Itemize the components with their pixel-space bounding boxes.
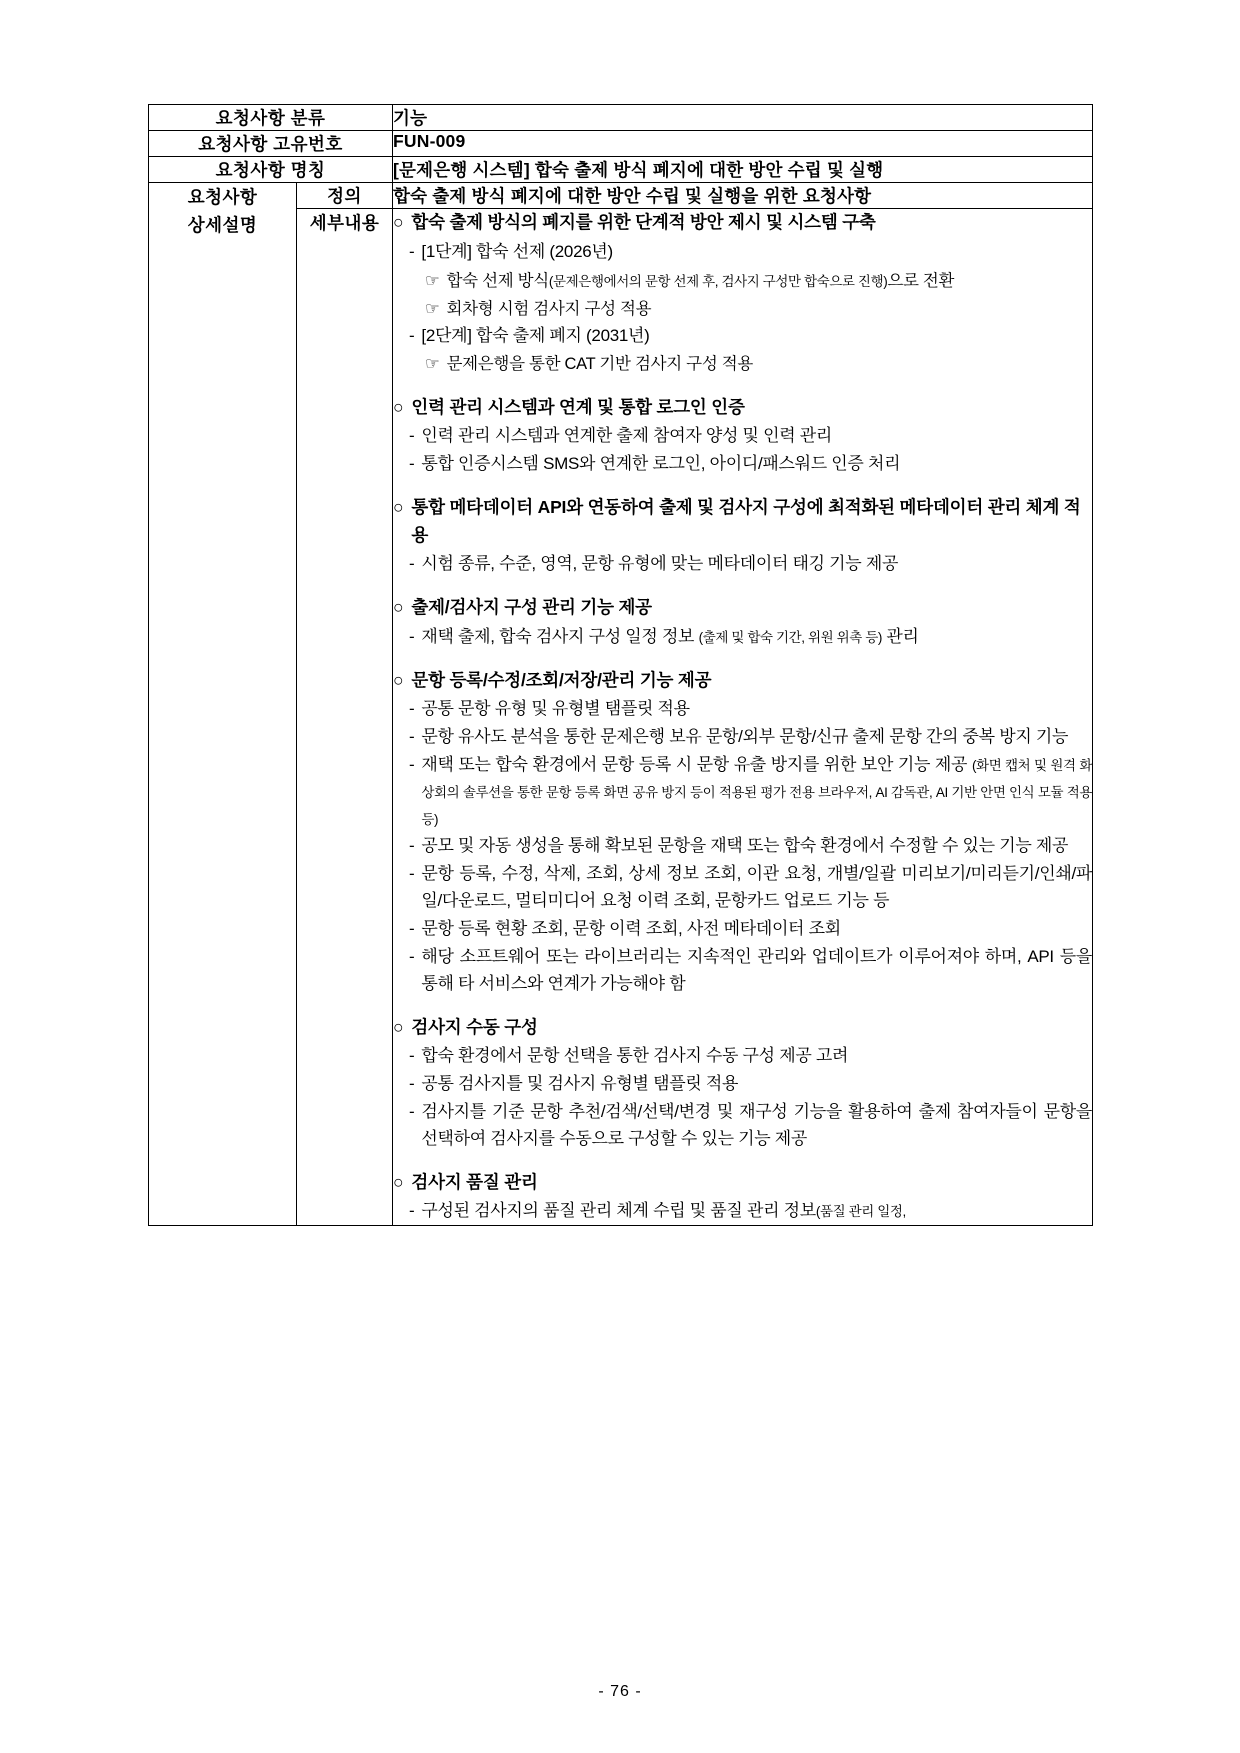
list-item [393,239,1092,266]
circle-marker-icon: ○ [393,496,404,517]
list-item-text-tail: 관리 [881,626,919,646]
requirement-detail-content [393,209,1093,1226]
requirement-table [148,104,1093,1226]
sub-list-item-text [447,351,1093,377]
list-item-text [421,752,1092,833]
list-item-text: [1단계] 합숙 선제 (2026년) [421,241,613,261]
list-item [393,916,1092,943]
sub-list-item-text-main: 문제은행을 통한 CAT 기반 검사지 구성 적용 [446,355,754,374]
row-label-detail-line2: 상세설명 [187,215,258,235]
list-item [393,944,1092,998]
requirement-group-heading [393,1169,1092,1197]
list-item-text: 문항 유사도 분석을 통한 문제은행 보유 문항/외부 문항/신규 출제 문항 간의 중복 방지 기능 [421,727,1069,747]
list-item [393,861,1092,915]
circle-marker-icon: ○ [393,597,404,618]
dash-marker-icon: - [409,325,415,345]
pointing-hand-icon: ☞ [425,355,440,374]
list-item-text: 문항 등록, 수정, 삭제, 조회, 상세 정보 조회, 이관 요청, 개별/일괄 미리보기/미리듣기/인쇄/파일/다운로드, 멀티미디어 요청 이력 조회, 문항카드 업로드 기능 등 [421,864,1093,911]
list-item-text-note: (화면 캡처 및 원격 화상회의 솔루션을 통한 문항 등록 화면 공유 방지 등이 적용된 평가 전용 브라우저, AI 감독관, AI 기반 안면 인식 모듈 적용 등) [421,757,1093,827]
list-item-text [421,624,1092,651]
circle-marker-icon: ○ [393,1171,404,1192]
dash-marker-icon: - [409,626,415,646]
dash-marker-icon: - [409,1102,415,1121]
dash-marker-icon: - [409,864,415,884]
list-item [393,323,1092,350]
requirement-group-heading [393,394,1092,422]
requirement-group-heading-text: 검사지 품질 관리 [411,1171,538,1192]
requirement-item-list [393,624,1092,651]
requirement-group [393,209,1092,378]
list-item [393,1071,1092,1098]
requirement-item-list [393,1043,1092,1152]
row-label-definition: 정의 [297,183,393,209]
circle-marker-icon: ○ [393,212,404,232]
list-item [393,724,1092,751]
list-item [393,1198,1092,1225]
requirement-group [393,494,1092,578]
row-value-id: FUN-009 [393,131,1093,157]
dash-marker-icon: - [409,454,415,474]
requirement-item-list [393,551,1092,578]
table-row [149,105,1093,131]
sub-list-item [393,268,1092,294]
requirement-group-heading-text: 문항 등록/수정/조회/저장/관리 기능 제공 [411,669,712,690]
row-label-detail [149,183,297,1226]
dash-marker-icon: - [409,554,415,574]
list-item-text: 공통 검사지틀 및 검사지 유형별 탬플릿 적용 [421,1074,739,1094]
sub-list-item-text-main: 회차형 시험 검사지 구성 적용 [446,299,652,318]
row-value-name: [문제은행 시스템] 합숙 출제 방식 폐지에 대한 방안 수립 및 실행 [393,157,1093,183]
list-item [393,1099,1092,1153]
dash-marker-icon: - [409,241,415,261]
dash-marker-icon: - [409,1201,415,1221]
sub-list-item-text [447,268,1093,294]
sub-list-item [393,351,1092,377]
sub-list-item-text-main: 합숙 선제 방식 [446,271,549,290]
list-item [393,696,1092,723]
requirement-subitem-list [393,351,1092,377]
table-row [149,157,1093,183]
list-item-text-note: (출제 및 합숙 기간, 위원 위촉 등) [698,629,882,645]
list-item-text [421,1198,1092,1225]
list-item [393,423,1092,450]
list-item-text: 공통 문항 유형 및 유형별 탬플릿 적용 [421,699,690,719]
list-item-text: [2단계] 합숙 출제 폐지 (2031년) [421,325,650,345]
list-item [393,833,1092,860]
list-item-text: 시험 종류, 수준, 영역, 문항 유형에 맞는 메타데이터 태깅 기능 제공 [421,554,899,574]
list-item-text-main: 구성된 검사지의 품질 관리 체계 수립 및 품질 관리 정보 [421,1201,816,1221]
circle-marker-icon: ○ [393,669,404,690]
list-item-text: 검사지틀 기준 문항 추천/검색/선택/변경 및 재구성 기능을 활용하여 출제 참여자들이 문항을 선택하여 검사지를 수동으로 구성할 수 있는 기능 제공 [421,1102,1093,1148]
requirement-group-heading-text: 출제/검사지 구성 관리 기능 제공 [411,597,652,618]
list-item [393,551,1092,578]
requirement-group [393,1169,1092,1226]
list-item-text: 인력 관리 시스템과 연계한 출제 참여자 양성 및 인력 관리 [421,426,833,446]
list-item-text: 해당 소프트웨어 또는 라이브러리는 지속적인 관리와 업데이트가 이루어져야 하며, API 등을 통해 타 서비스와 연계가 가능해야 함 [421,946,1093,993]
dash-marker-icon: - [409,836,415,856]
requirement-subitem-list [393,268,1092,322]
row-label-id: 요청사항 고유번호 [149,131,393,157]
dash-marker-icon: - [409,946,415,966]
list-item [393,1043,1092,1070]
row-label-name: 요청사항 명칭 [149,157,393,183]
row-value-category: 기능 [393,105,1093,131]
requirement-group-heading-text: 합숙 출제 방식의 폐지를 위한 단계적 방안 제시 및 시스템 구축 [411,212,876,232]
row-value-definition: 합숙 출제 방식 폐지에 대한 방안 수립 및 실행을 위한 요청사항 [393,183,1093,209]
list-item-text-note: (품질 관리 일정, [815,1204,906,1220]
dash-marker-icon: - [409,919,415,939]
list-item [393,624,1092,651]
list-item [393,451,1092,478]
dash-marker-icon: - [409,1046,415,1066]
row-label-detail-line1: 요청사항 [187,187,258,207]
list-item-text: 통합 인증시스템 SMS와 연계한 로그인, 아이디/패스워드 인증 처리 [421,454,901,474]
requirement-group-heading [393,209,1092,237]
sub-list-item-text [447,296,1093,322]
sub-list-item-text-tail: 으로 전환 [887,271,955,290]
pointing-hand-icon: ☞ [425,299,440,318]
requirement-group-heading-text: 인력 관리 시스템과 연계 및 통합 로그인 인증 [411,396,745,417]
requirement-group [393,594,1092,651]
requirement-item-list [393,239,1092,378]
dash-marker-icon: - [409,754,415,774]
requirement-item-list [393,1198,1092,1225]
list-item-text-main: 재택 또는 합숙 환경에서 문항 등록 시 문항 유출 방지를 위한 보안 기능 제공 [421,754,972,774]
requirement-item-list [393,696,1092,997]
list-item [393,752,1092,833]
requirement-group-heading-text: 통합 메타데이터 API와 연동하여 출제 및 검사지 구성에 최적화된 메타데이터 관리 체계 적용 [411,496,1081,545]
circle-marker-icon: ○ [393,1016,404,1037]
requirement-group-heading-text: 검사지 수동 구성 [411,1016,538,1037]
list-item-text: 합숙 환경에서 문항 선택을 통한 검사지 수동 구성 제공 고려 [421,1046,849,1066]
requirement-group [393,394,1092,478]
page-number: - 76 - [598,1683,642,1700]
table-row [149,131,1093,157]
circle-marker-icon: ○ [393,396,404,417]
requirement-group-heading [393,1014,1092,1042]
sub-list-item-text-note: (문제은행에서의 문항 선제 후, 검사지 구성만 합숙으로 진행) [548,273,888,289]
list-item-text-main: 재택 출제, 합숙 검사지 구성 일정 정보 [421,626,699,646]
list-item-text: 공모 및 자동 생성을 통해 확보된 문항을 재택 또는 합숙 환경에서 수정할 수 있는 기능 제공 [421,836,1069,856]
pointing-hand-icon: ☞ [425,271,440,290]
requirement-group [393,1014,1092,1153]
requirement-group [393,667,1092,998]
list-item-text: 문항 등록 현황 조회, 문항 이력 조회, 사전 메타데이터 조회 [421,919,841,939]
dash-marker-icon: - [409,1074,415,1094]
dash-marker-icon: - [409,727,415,747]
requirement-group-heading [393,594,1092,622]
table-row [149,183,1093,209]
dash-marker-icon: - [409,699,415,719]
requirement-group-heading [393,667,1092,695]
requirement-item-list [393,423,1092,478]
dash-marker-icon: - [409,426,415,446]
row-label-content: 세부내용 [297,209,393,1226]
requirement-group-heading [393,494,1092,549]
sub-list-item [393,296,1092,322]
row-label-category: 요청사항 분류 [149,105,393,131]
